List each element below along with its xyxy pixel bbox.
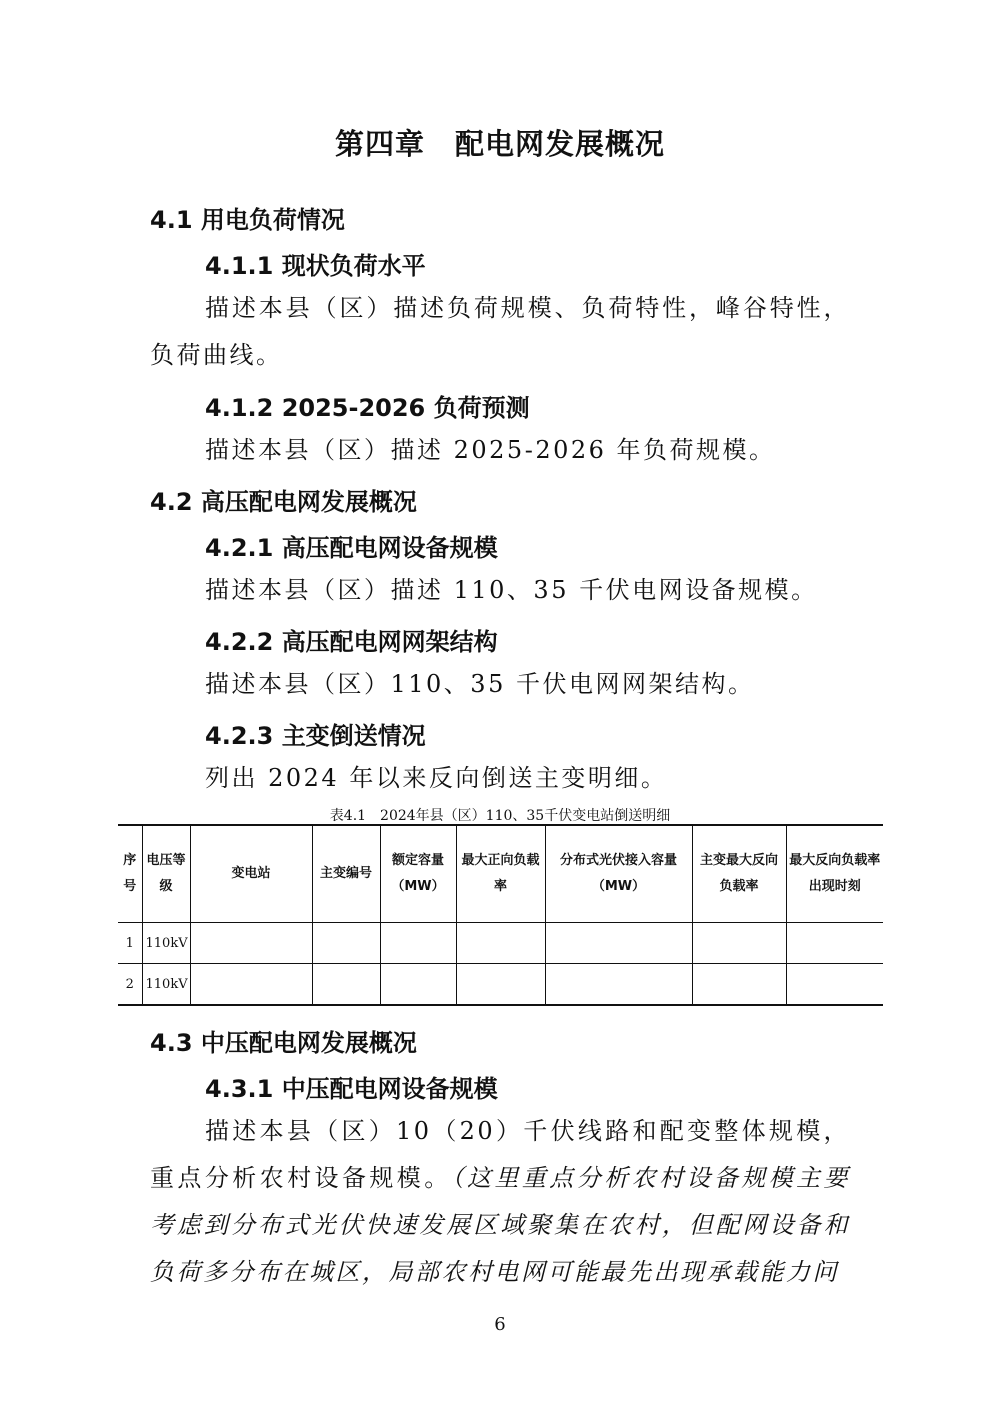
header-seq: 序号 [118,825,142,923]
header-rated-capacity: 额定容量（MW） [380,825,456,923]
header-max-reverse-load: 主变最大反向负载率 [692,825,786,923]
section-4-1-1-text: 描述本县（区）描述负荷规模、负荷特性，峰谷特性，负荷曲线。 [150,294,850,369]
table-row [118,923,883,964]
table-header-row [118,825,883,923]
cell-max-forward-load [456,964,545,1006]
section-4-2-heading: 4.2 高压配电网发展概况 [150,488,417,516]
section-4-1-2-heading: 4.1.2 2025-2026 负荷预测 [205,394,530,422]
header-voltage: 电压等级 [142,825,190,923]
cell-seq: 1 [118,923,142,964]
section-4-3-1-heading: 4.3.1 中压配电网设备规模 [205,1075,498,1103]
cell-transformer-no [312,923,380,964]
section-4-1-2-text: 描述本县（区）描述 2025-2026 年负荷规模。 [205,436,776,464]
section-4-2-2-heading: 4.2.2 高压配电网网架结构 [205,628,498,656]
page-number: 6 [494,1314,506,1335]
chapter-title: 第四章 配电网发展概况 [334,127,665,161]
cell-substation [190,923,312,964]
section-4-3-1-text [150,1108,850,1296]
cell-max-reverse-load [692,964,786,1006]
cell-max-reverse-load [692,923,786,964]
cell-voltage: 110kV [142,964,190,1006]
header-substation: 变电站 [190,825,312,923]
cell-voltage: 110kV [142,923,190,964]
cell-rated-capacity [380,923,456,964]
cell-pv-capacity [545,964,692,1006]
section-4-2-2-text: 描述本县（区）110、35 千伏电网网架结构。 [205,670,755,698]
header-max-forward-load: 最大正向负载率 [456,825,545,923]
section-4-2-1-heading: 4.2.1 高压配电网设备规模 [205,534,498,562]
section-4-2-3-text: 列出 2024 年以来反向倒送主变明细。 [205,764,668,792]
table-caption: 表4.1 2024年县（区）110、35千伏变电站倒送明细 [329,808,671,824]
table-row [118,964,883,1006]
header-max-reverse-time: 最大反向负载率出现时刻 [786,825,883,923]
cell-rated-capacity [380,964,456,1006]
section-4-3-1-italic-note: （这里重点分析农村设备规模主要考虑到分布式光伏快速发展区域聚集在农村，但配网设备和负荷多分布在城区，局部农村电网可能最先出现承载能力问 [150,1164,851,1286]
section-4-1-heading: 4.1 用电负荷情况 [150,206,345,234]
section-4-2-1-text: 描述本县（区）描述 110、35 千伏电网设备规模。 [205,576,818,604]
section-4-2-3-heading: 4.2.3 主变倒送情况 [205,722,426,750]
section-4-3-heading: 4.3 中压配电网发展概况 [150,1029,417,1057]
section-4-3-1-body: 描述本县（区）10（20）千伏线路和配变整体规模，重点分析农村设备规模。 [150,1117,850,1192]
header-transformer-no: 主变编号 [312,825,380,923]
cell-pv-capacity [545,923,692,964]
cell-transformer-no [312,964,380,1006]
cell-max-reverse-time [786,964,883,1006]
header-pv-capacity: 分布式光伏接入容量（MW） [545,825,692,923]
cell-max-forward-load [456,923,545,964]
cell-max-reverse-time [786,923,883,964]
cell-substation [190,964,312,1006]
substation-reverse-flow-table [118,824,883,1006]
section-4-1-1-heading: 4.1.1 现状负荷水平 [205,252,426,280]
cell-seq: 2 [118,964,142,1006]
